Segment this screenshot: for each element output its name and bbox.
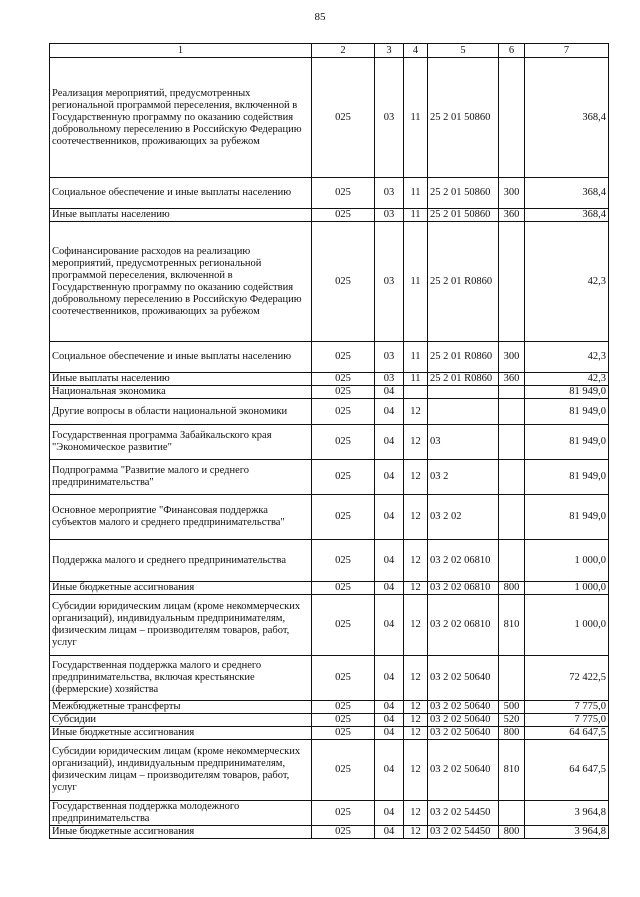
row-target-article: 03 2 02 50640 bbox=[428, 714, 499, 727]
row-target-article: 03 2 02 54450 bbox=[428, 801, 499, 826]
row-grbs: 025 bbox=[312, 342, 375, 373]
row-name: Государственная поддержка малого и среднего предпринимательства, включая крестьянские (фермерские) хозяйства bbox=[50, 656, 312, 701]
row-name: Иные выплаты населению bbox=[50, 209, 312, 222]
row-expense-type bbox=[499, 425, 525, 460]
row-expense-type bbox=[499, 460, 525, 495]
page-number: 85 bbox=[314, 11, 326, 23]
row-section: 03 bbox=[375, 58, 404, 178]
table-row bbox=[50, 656, 609, 701]
row-section: 03 bbox=[375, 222, 404, 342]
table-row bbox=[50, 727, 609, 740]
row-expense-type bbox=[499, 495, 525, 540]
header-row bbox=[50, 44, 609, 58]
header-cell: 2 bbox=[312, 44, 375, 58]
row-name: Субсидии юридическим лицам (кроме некоммерческих организаций), индивидуальным предпринимателям, физическим лицам – производителям товаров, работ, услуг bbox=[50, 595, 312, 656]
row-sum: 81 949,0 bbox=[525, 399, 609, 425]
row-grbs: 025 bbox=[312, 460, 375, 495]
row-section: 04 bbox=[375, 826, 404, 839]
row-subsection: 12 bbox=[404, 495, 428, 540]
row-expense-type: 800 bbox=[499, 582, 525, 595]
row-subsection: 12 bbox=[404, 460, 428, 495]
row-subsection bbox=[404, 386, 428, 399]
row-target-article: 25 2 01 R0860 bbox=[428, 222, 499, 342]
row-target-article bbox=[428, 399, 499, 425]
row-expense-type: 520 bbox=[499, 714, 525, 727]
row-section: 04 bbox=[375, 714, 404, 727]
row-subsection: 12 bbox=[404, 582, 428, 595]
row-subsection: 12 bbox=[404, 656, 428, 701]
row-sum: 368,4 bbox=[525, 209, 609, 222]
row-name: Основное мероприятие "Финансовая поддержка субъектов малого и среднего предпринимательства" bbox=[50, 495, 312, 540]
row-grbs: 025 bbox=[312, 656, 375, 701]
row-subsection: 12 bbox=[404, 727, 428, 740]
row-name: Социальное обеспечение и иные выплаты населению bbox=[50, 178, 312, 209]
row-name: Социальное обеспечение и иные выплаты населению bbox=[50, 342, 312, 373]
row-grbs: 025 bbox=[312, 373, 375, 386]
row-grbs: 025 bbox=[312, 540, 375, 582]
row-sum: 64 647,5 bbox=[525, 727, 609, 740]
row-sum: 7 775,0 bbox=[525, 714, 609, 727]
table-row bbox=[50, 826, 609, 839]
row-section: 04 bbox=[375, 595, 404, 656]
row-name: Софинансирование расходов на реализацию мероприятий, предусмотренных региональной программой переселения, включенной в Государственную программу по оказанию содействия добровольному переселению в Российскую Федерацию соотечественников, проживающих за рубежом bbox=[50, 222, 312, 342]
row-target-article: 03 2 bbox=[428, 460, 499, 495]
row-grbs: 025 bbox=[312, 222, 375, 342]
table-row bbox=[50, 386, 609, 399]
row-grbs: 025 bbox=[312, 209, 375, 222]
row-grbs: 025 bbox=[312, 386, 375, 399]
table-row bbox=[50, 209, 609, 222]
row-subsection: 12 bbox=[404, 740, 428, 801]
table-row bbox=[50, 222, 609, 342]
row-sum: 81 949,0 bbox=[525, 386, 609, 399]
row-sum: 81 949,0 bbox=[525, 425, 609, 460]
row-sum: 1 000,0 bbox=[525, 540, 609, 582]
row-grbs: 025 bbox=[312, 727, 375, 740]
row-target-article: 03 2 02 50640 bbox=[428, 727, 499, 740]
row-target-article: 03 bbox=[428, 425, 499, 460]
row-expense-type: 360 bbox=[499, 209, 525, 222]
row-target-article: 03 2 02 06810 bbox=[428, 582, 499, 595]
row-section: 04 bbox=[375, 495, 404, 540]
table-row bbox=[50, 701, 609, 714]
row-target-article: 03 2 02 50640 bbox=[428, 740, 499, 801]
row-sum: 64 647,5 bbox=[525, 740, 609, 801]
row-name: Поддержка малого и среднего предпринимательства bbox=[50, 540, 312, 582]
header-cell: 4 bbox=[404, 44, 428, 58]
row-target-article: 25 2 01 R0860 bbox=[428, 342, 499, 373]
table-row bbox=[50, 595, 609, 656]
table-row bbox=[50, 342, 609, 373]
table-row bbox=[50, 714, 609, 727]
row-target-article: 03 2 02 06810 bbox=[428, 540, 499, 582]
row-section: 04 bbox=[375, 740, 404, 801]
row-expense-type bbox=[499, 656, 525, 701]
table-row bbox=[50, 178, 609, 209]
row-expense-type: 300 bbox=[499, 342, 525, 373]
row-section: 03 bbox=[375, 209, 404, 222]
row-expense-type bbox=[499, 58, 525, 178]
row-subsection: 12 bbox=[404, 425, 428, 460]
row-name: Реализация мероприятий, предусмотренных региональной программой переселения, включенной в Государственную программу по оказанию содействия добровольному переселению в Российскую Федерацию соотечественников, проживающих за рубежом bbox=[50, 58, 312, 178]
table-row bbox=[50, 58, 609, 178]
row-section: 04 bbox=[375, 540, 404, 582]
row-name: Иные выплаты населению bbox=[50, 373, 312, 386]
table-row bbox=[50, 540, 609, 582]
row-name: Подпрограмма "Развитие малого и среднего предпринимательства" bbox=[50, 460, 312, 495]
row-name: Иные бюджетные ассигнования bbox=[50, 826, 312, 839]
row-grbs: 025 bbox=[312, 178, 375, 209]
row-grbs: 025 bbox=[312, 582, 375, 595]
row-subsection: 12 bbox=[404, 826, 428, 839]
row-expense-type: 800 bbox=[499, 727, 525, 740]
row-subsection: 12 bbox=[404, 595, 428, 656]
row-section: 04 bbox=[375, 701, 404, 714]
row-target-article: 03 2 02 50640 bbox=[428, 701, 499, 714]
row-expense-type: 810 bbox=[499, 740, 525, 801]
row-subsection: 12 bbox=[404, 701, 428, 714]
row-subsection: 11 bbox=[404, 58, 428, 178]
row-subsection: 12 bbox=[404, 714, 428, 727]
row-sum: 1 000,0 bbox=[525, 595, 609, 656]
row-section: 03 bbox=[375, 342, 404, 373]
row-grbs: 025 bbox=[312, 399, 375, 425]
row-section: 03 bbox=[375, 178, 404, 209]
row-expense-type: 300 bbox=[499, 178, 525, 209]
row-sum: 368,4 bbox=[525, 178, 609, 209]
row-grbs: 025 bbox=[312, 701, 375, 714]
row-section: 04 bbox=[375, 386, 404, 399]
row-name: Иные бюджетные ассигнования bbox=[50, 582, 312, 595]
row-expense-type: 500 bbox=[499, 701, 525, 714]
row-name: Субсидии юридическим лицам (кроме некоммерческих организаций), индивидуальным предпринимателям, физическим лицам – производителям товаров, работ, услуг bbox=[50, 740, 312, 801]
row-expense-type: 800 bbox=[499, 826, 525, 839]
budget-table bbox=[49, 43, 609, 839]
header-cell: 7 bbox=[525, 44, 609, 58]
row-sum: 1 000,0 bbox=[525, 582, 609, 595]
row-grbs: 025 bbox=[312, 595, 375, 656]
row-section: 04 bbox=[375, 656, 404, 701]
row-grbs: 025 bbox=[312, 801, 375, 826]
row-expense-type bbox=[499, 399, 525, 425]
row-section: 04 bbox=[375, 727, 404, 740]
row-name: Иные бюджетные ассигнования bbox=[50, 727, 312, 740]
row-section: 04 bbox=[375, 801, 404, 826]
row-section: 03 bbox=[375, 373, 404, 386]
row-name: Другие вопросы в области национальной экономики bbox=[50, 399, 312, 425]
row-name: Межбюджетные трансферты bbox=[50, 701, 312, 714]
row-section: 04 bbox=[375, 582, 404, 595]
row-target-article: 25 2 01 R0860 bbox=[428, 373, 499, 386]
row-name: Субсидии bbox=[50, 714, 312, 727]
row-sum: 3 964,8 bbox=[525, 801, 609, 826]
table-row bbox=[50, 460, 609, 495]
table-row bbox=[50, 399, 609, 425]
row-expense-type bbox=[499, 801, 525, 826]
table-row bbox=[50, 373, 609, 386]
row-sum: 72 422,5 bbox=[525, 656, 609, 701]
row-subsection: 11 bbox=[404, 209, 428, 222]
header-cell: 1 bbox=[50, 44, 312, 58]
row-target-article: 03 2 02 bbox=[428, 495, 499, 540]
table-row bbox=[50, 801, 609, 826]
row-grbs: 025 bbox=[312, 495, 375, 540]
row-target-article: 03 2 02 54450 bbox=[428, 826, 499, 839]
row-sum: 3 964,8 bbox=[525, 826, 609, 839]
row-sum: 81 949,0 bbox=[525, 460, 609, 495]
row-sum: 42,3 bbox=[525, 342, 609, 373]
header-cell: 6 bbox=[499, 44, 525, 58]
row-grbs: 025 bbox=[312, 826, 375, 839]
row-subsection: 12 bbox=[404, 540, 428, 582]
row-name: Государственная поддержка молодежного предпринимательства bbox=[50, 801, 312, 826]
row-section: 04 bbox=[375, 399, 404, 425]
row-grbs: 025 bbox=[312, 740, 375, 801]
row-name: Государственная программа Забайкальского края "Экономическое развитие" bbox=[50, 425, 312, 460]
row-sum: 368,4 bbox=[525, 58, 609, 178]
row-sum: 7 775,0 bbox=[525, 701, 609, 714]
row-target-article: 25 2 01 50860 bbox=[428, 209, 499, 222]
table-row bbox=[50, 495, 609, 540]
row-expense-type: 360 bbox=[499, 373, 525, 386]
row-target-article: 03 2 02 06810 bbox=[428, 595, 499, 656]
row-name: Национальная экономика bbox=[50, 386, 312, 399]
row-subsection: 12 bbox=[404, 801, 428, 826]
row-grbs: 025 bbox=[312, 58, 375, 178]
row-subsection: 11 bbox=[404, 222, 428, 342]
table-body bbox=[50, 58, 609, 839]
row-section: 04 bbox=[375, 425, 404, 460]
row-expense-type bbox=[499, 222, 525, 342]
row-sum: 42,3 bbox=[525, 222, 609, 342]
table-row bbox=[50, 425, 609, 460]
row-section: 04 bbox=[375, 460, 404, 495]
row-subsection: 11 bbox=[404, 342, 428, 373]
row-sum: 81 949,0 bbox=[525, 495, 609, 540]
row-grbs: 025 bbox=[312, 425, 375, 460]
row-subsection: 12 bbox=[404, 399, 428, 425]
row-expense-type: 810 bbox=[499, 595, 525, 656]
row-subsection: 11 bbox=[404, 373, 428, 386]
header-cell: 5 bbox=[428, 44, 499, 58]
row-grbs: 025 bbox=[312, 714, 375, 727]
row-target-article: 25 2 01 50860 bbox=[428, 58, 499, 178]
row-expense-type bbox=[499, 540, 525, 582]
table-row bbox=[50, 740, 609, 801]
row-expense-type bbox=[499, 386, 525, 399]
row-target-article: 25 2 01 50860 bbox=[428, 178, 499, 209]
row-sum: 42,3 bbox=[525, 373, 609, 386]
row-target-article: 03 2 02 50640 bbox=[428, 656, 499, 701]
table-row bbox=[50, 582, 609, 595]
row-subsection: 11 bbox=[404, 178, 428, 209]
row-target-article bbox=[428, 386, 499, 399]
header-cell: 3 bbox=[375, 44, 404, 58]
